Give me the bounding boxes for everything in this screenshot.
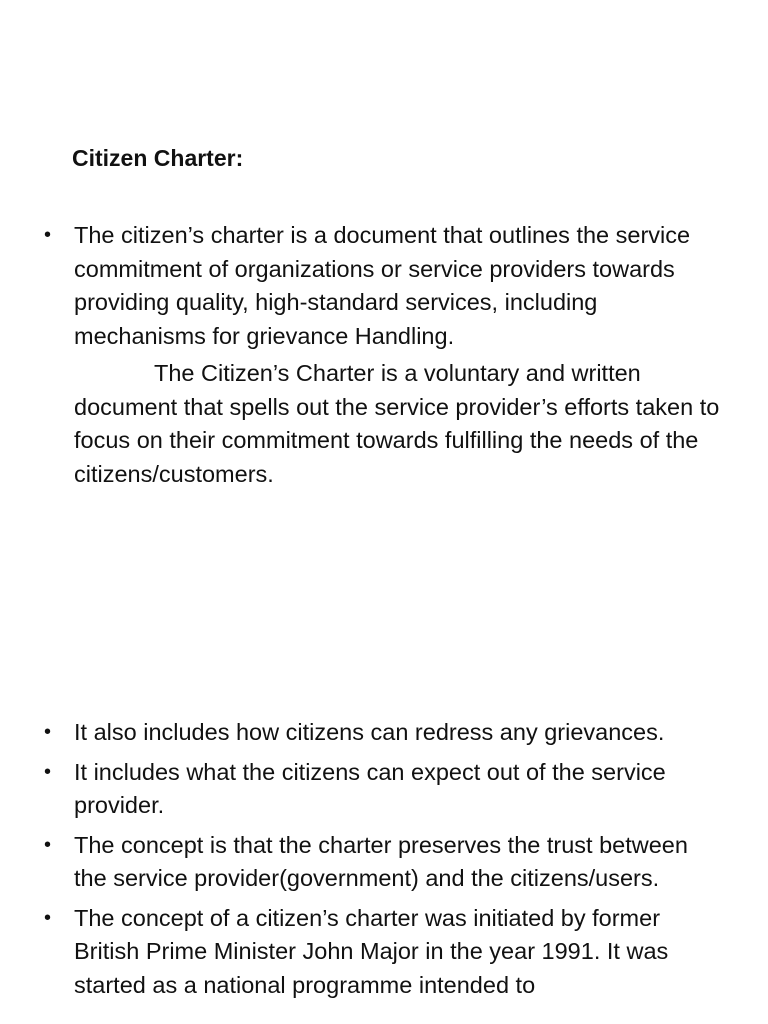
list-item-text: The concept is that the charter preserves the trust between the service provider(government) and the citizens/users. (74, 831, 688, 891)
bullet-list-intro (0, 219, 768, 497)
list-item-text: The concept of a citizen’s charter was initiated by former British Prime Minister John Major in the year 1991. It was started as a national programme intended to (74, 904, 669, 998)
list-item (0, 219, 768, 491)
page-title: Citizen Charter: (72, 145, 244, 171)
list-item-continuation (74, 357, 724, 491)
list-item-text: It includes what the citizens can expect out of the service provider. (74, 758, 666, 818)
bullet-icon: • (44, 833, 52, 856)
list-item (0, 829, 768, 896)
bullet-list-details (0, 716, 768, 1008)
bullet-icon: • (44, 224, 52, 246)
continuation-text: The Citizen’s Charter is a voluntary and written document that spells out the service provider’s efforts taken to focus on their commitment towards fulfilling the needs of the citizens/customers. (74, 360, 720, 487)
bullet-icon: • (44, 760, 52, 783)
list-item-text: It also includes how citizens can redress any grievances. (74, 719, 665, 745)
list-item (0, 902, 768, 1003)
list-item-text: The citizen’s charter is a document that outlines the service commitment of organizations or service providers towards providing quality, high-standard services, including mechanisms for grievance Handling. (74, 222, 691, 349)
list-item (0, 756, 768, 823)
list-item (0, 716, 768, 750)
bullet-icon: • (44, 906, 52, 929)
bullet-icon: • (44, 721, 52, 743)
